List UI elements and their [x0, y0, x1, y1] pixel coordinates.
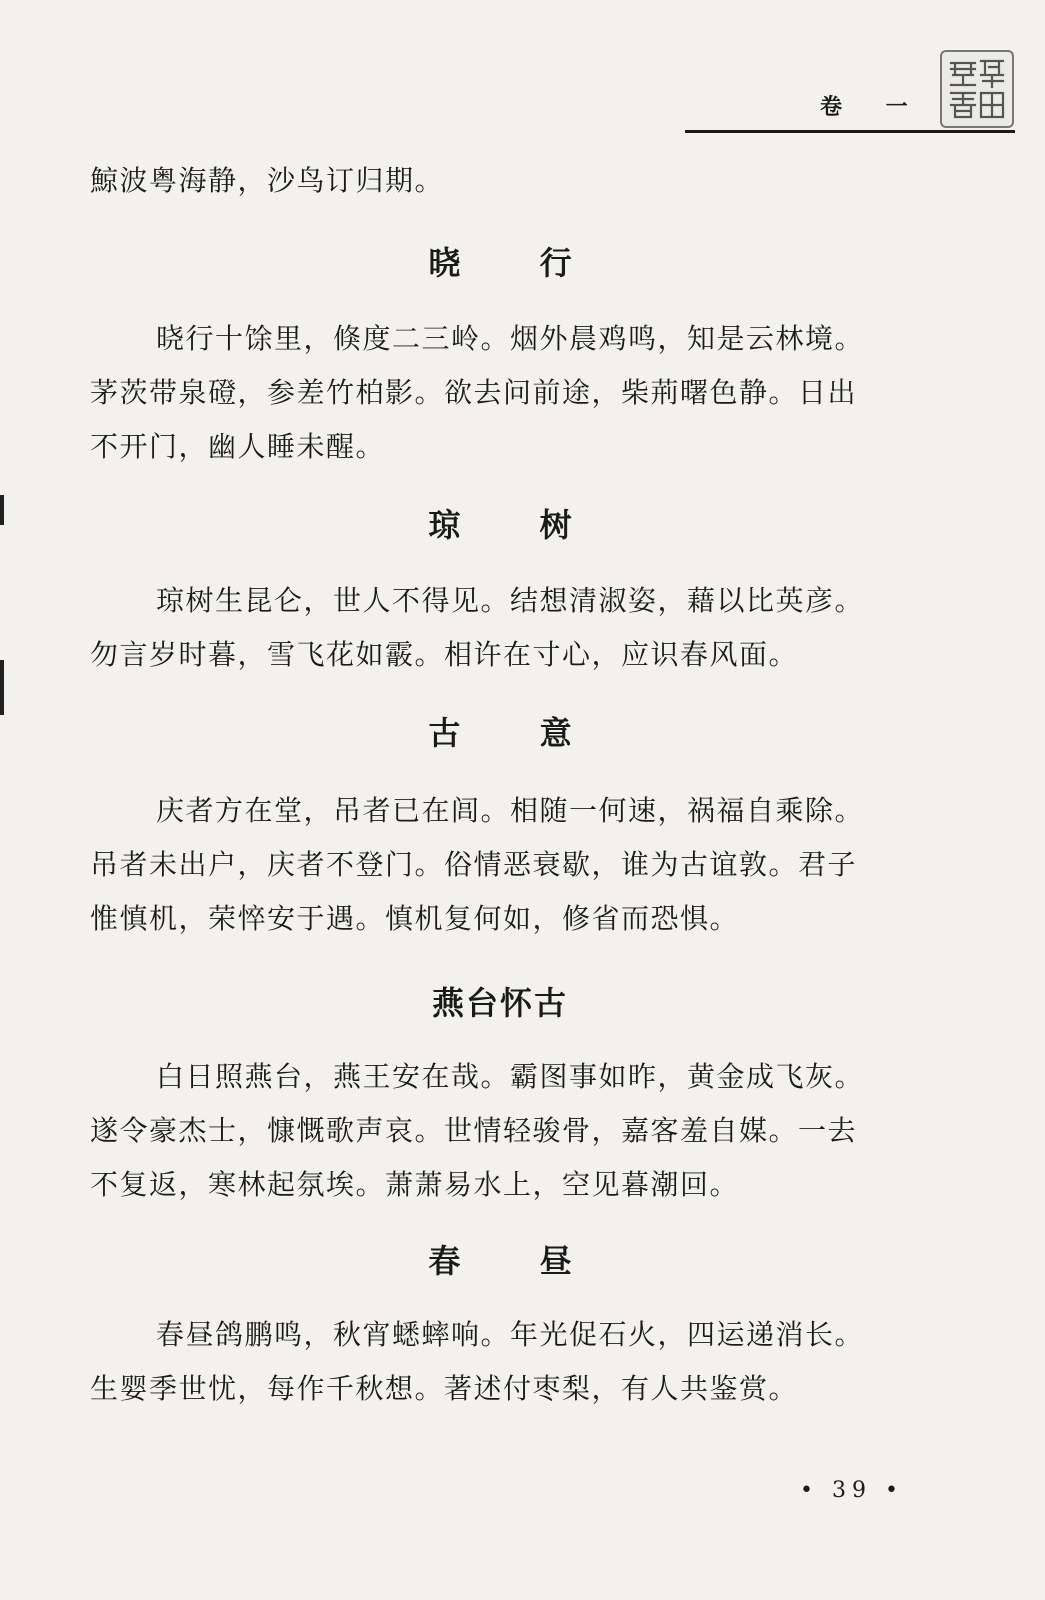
verse-line: 勿言岁时暮，雪飞花如霰。相许在寸心，应识春风面。 — [90, 638, 799, 671]
verse-line: 不复返，寒林起氛埃。萧萧易水上，空见暮潮回。 — [90, 1168, 740, 1201]
poem-body — [90, 574, 920, 682]
verse-line: 惟慎机，荣悴安于遇。慎机复何如，修省而恐惧。 — [90, 902, 740, 935]
scan-edge-mark — [0, 660, 4, 715]
verse-line: 晓行十馀里，倏度二三岭。烟外晨鸡鸣，知是云林境。 — [156, 322, 865, 355]
verse-line: 鯨波粤海静，沙鸟订归期。 — [90, 164, 445, 197]
verse-line: 茅茨带泉磴，参差竹柏影。欲去问前途，柴荊曙色静。日出 — [90, 376, 858, 409]
verse-line: 春昼鸽鹏鸣，秋宵蟋蟀响。年光促石火，四运递消长。 — [156, 1318, 865, 1351]
page-number: • 39 • — [800, 1478, 904, 1503]
poem-title: 春 昼 — [428, 1242, 606, 1280]
poem-body — [90, 312, 920, 474]
series-seal-logo — [940, 50, 1014, 128]
verse-line: 生婴季世忧，每作千秋想。著述付枣梨，有人共鉴赏。 — [90, 1372, 799, 1405]
poem-body — [90, 784, 920, 946]
poem-body — [90, 1050, 920, 1212]
verse-line: 吊者未出户，庆者不登门。俗情恶衰歇，谁为古谊敦。君子 — [90, 848, 858, 881]
poem-title: 燕台怀古 — [431, 984, 568, 1022]
seal-glyphs-icon — [945, 55, 1009, 123]
verse-line: 不开门，幽人睡未醒。 — [90, 430, 386, 463]
running-header: 卷 一 — [820, 95, 926, 120]
verse-line: 庆者方在堂，吊者已在闾。相随一何速，祸福自乘除。 — [156, 794, 865, 827]
verse-line: 琼树生昆仑，世人不得见。结想清淑姿，藉以比英彦。 — [156, 584, 865, 617]
verse-line: 白日照燕台，燕王安在哉。霸图事如昨，黄金成飞灰。 — [156, 1060, 865, 1093]
verse-line: 遂令豪杰士，慷慨歌声哀。世情轻骏骨，嘉客羞自媒。一去 — [90, 1114, 858, 1147]
poem-title: 晓 行 — [428, 244, 606, 282]
continuation-text — [90, 154, 920, 208]
header-rule — [685, 130, 1015, 133]
poem-title: 古 意 — [428, 714, 606, 752]
poem-body — [90, 1308, 920, 1416]
poem-title: 琼 树 — [428, 506, 606, 544]
